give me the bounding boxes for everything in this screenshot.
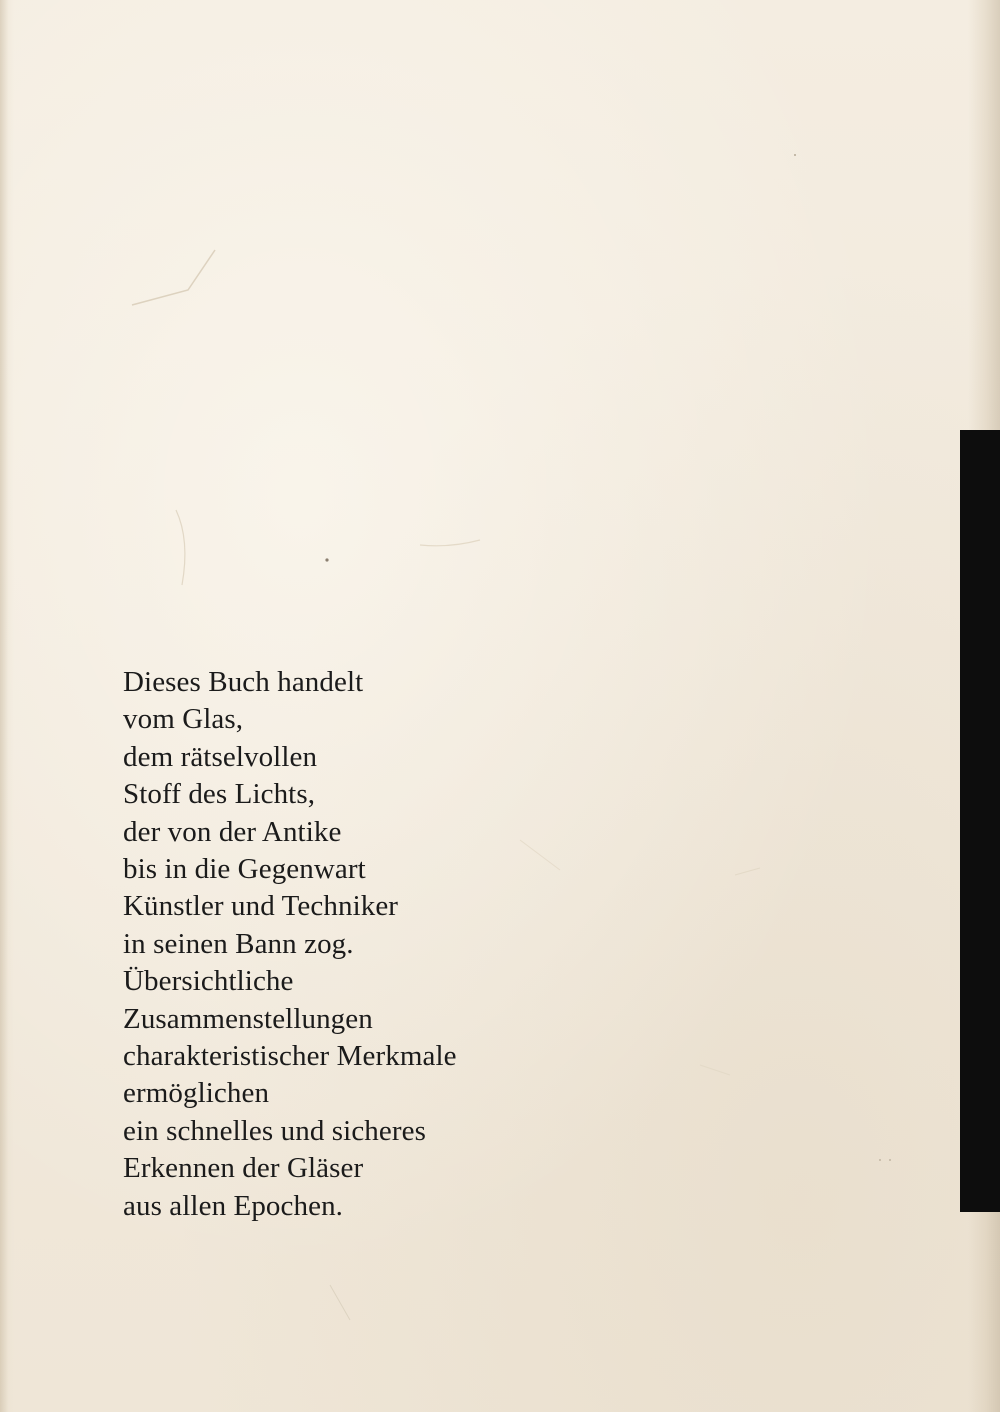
blurb-line: aus allen Epochen. — [123, 1189, 344, 1222]
blurb-line: Übersichtliche — [123, 965, 294, 998]
blurb-line: Dieses Buch handelt — [123, 666, 364, 698]
blurb-line: Erkennen der Gläser — [123, 1152, 364, 1185]
blurb-line: der von der Antike — [123, 815, 342, 848]
blurb-line: dem rätselvollen — [123, 740, 318, 773]
blurb-line: Stoff des Lichts, — [123, 778, 316, 811]
blurb-line: in seinen Bann zog. — [123, 927, 354, 960]
blurb-line: bis in die Gegenwart — [123, 853, 366, 886]
blurb-line: Zusammenstellungen — [123, 1002, 373, 1035]
black-edge-bar — [960, 430, 1000, 1212]
blurb-line: charakteristischer Merkmale — [123, 1040, 457, 1073]
blurb-line: vom Glas, — [123, 703, 244, 736]
blurb-line: Künstler und Techniker — [123, 890, 399, 923]
blurb-line: ermöglichen — [123, 1077, 270, 1110]
cover-left-fold — [0, 0, 14, 1412]
blurb-line: ein schnelles und sicheres — [123, 1114, 426, 1147]
blurb-text — [123, 664, 643, 1225]
